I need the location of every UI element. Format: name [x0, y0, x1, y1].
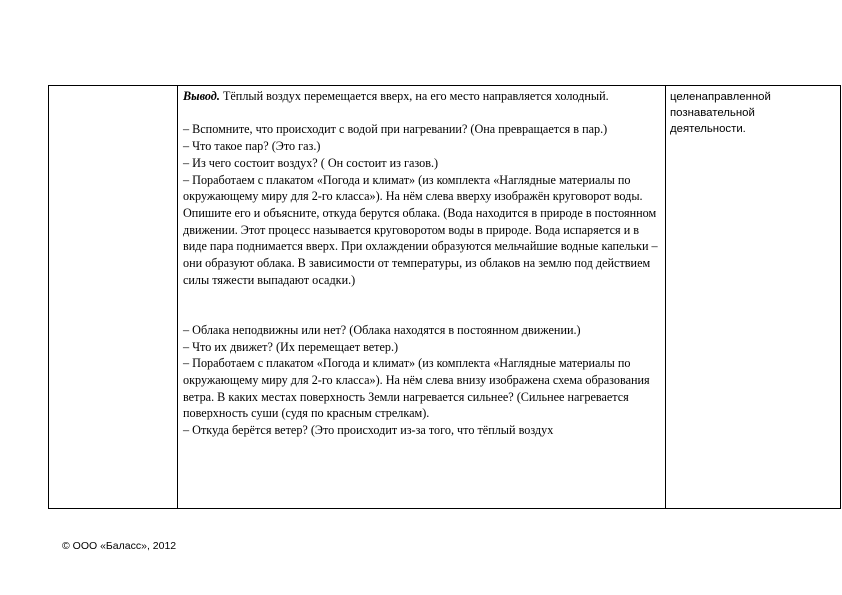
question-line: – Облака неподвижны или нет? (Облака находятся в постоянном движении.) — [183, 322, 581, 337]
conclusion-paragraph — [183, 88, 659, 105]
question-line: – Что их движет? (Их перемещает ветер.) — [183, 339, 399, 354]
table-row — [49, 86, 841, 509]
question-line: – Откуда берётся ветер? (Это происходит из-за того, что тёплый воздух — [183, 423, 554, 438]
side-text — [666, 86, 840, 137]
side-line: познавательной — [670, 107, 755, 119]
side-line: деятельности. — [670, 123, 746, 135]
question-line: – Из чего состоит воздух? ( Он состоит из газов.) — [183, 155, 439, 170]
lesson-table — [48, 85, 841, 509]
lesson-text — [178, 86, 665, 439]
side-cell — [666, 86, 841, 509]
conclusion-text: Тёплый воздух перемещается вверх, на его место направляется холодный. — [219, 89, 609, 103]
copyright-footer: © ООО «Баласс», 2012 — [62, 540, 177, 552]
conclusion-heading: Вывод. — [183, 89, 220, 103]
question-line: – Вспомните, что происходит с водой при нагревании? (Она превращается в пар.) — [183, 122, 608, 137]
content-cell — [178, 86, 666, 509]
poster-task: – Поработаем с плакатом «Погода и климат» (из комплекта «Наглядные материалы по окружающему миру для 2-го класса»). На нём слева внизу изображена схема образования ветра. В каких местах поверхность Земли нагревается сильнее? (Сильнее нагревается поверхность суши (судя по красным стрелкам). — [183, 356, 650, 421]
poster-task: – Поработаем с плакатом «Погода и климат» (из комплекта «Наглядные материалы по окружающему миру для 2-го класса»). На нём слева вверху изображён круговорот воды. Опишите его и объясните, откуда берутся облака. (Вода находится в природе в постоянном движении. Этот процесс называется круговоротом воды в природе. Вода испаряется и в виде пара поднимается вверх. При охлаждении образуются мельчайшие водные капельки – они образуют облака. В зависимости от температуры, из облаков на землю под действием силы тяжести выпадают осадки.) — [183, 172, 658, 287]
empty-cell — [49, 86, 178, 509]
question-line: – Что такое пар? (Это газ.) — [183, 139, 321, 154]
side-line: целенаправленной — [670, 91, 771, 103]
